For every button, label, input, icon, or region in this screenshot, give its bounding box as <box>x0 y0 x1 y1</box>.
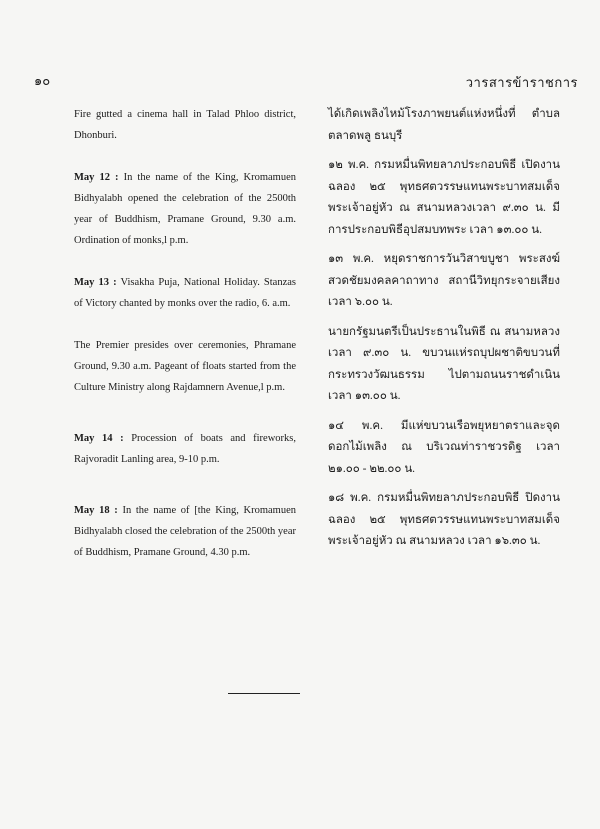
thai-entry-premier: นายกรัฐมนตรีเป็นประธานในพิธี ณ สนามหลวงเวลา ๙.๓๐ น. ขบวนแห่รถบุปผชาติขบวนที่กระทรวงวัฒนธรรม ไปตามถนนราชดำเนิน เวลา ๑๓.๐๐ น. <box>328 325 560 402</box>
thai-column <box>308 104 560 561</box>
entry-premier: The Premier presides over ceremonies, Phramane Ground, 9.30 a.m. Pageant of floats started from the Culture Ministry along Rajdamnern Avenue,l p.m. <box>74 340 296 393</box>
entry-may-14 <box>54 428 296 470</box>
thai-entry-may-13: ๑๓ พ.ค. หยุดราชการวันวิสาขบูชา พระสงฆ์สวดชัยมงคลคาถาทาง สถานีวิทยุกระจายเสียงเวลา ๖.๐๐ น. <box>328 253 560 308</box>
entry-may-12 <box>54 167 296 251</box>
entry-text: In the name of [the King, Kromamuen Bidhyalabh closed the celebration of the 2500th year of Buddhism, Pramane Ground, 4.30 p.m. <box>74 505 296 558</box>
entry-date: May 12 : <box>74 172 119 183</box>
entry-text: Visakha Puja, National Holiday. Stanzas of Victory chanted by monks over the radio, 6. a.m. <box>74 277 296 309</box>
entry-date: May 18 : <box>74 505 118 516</box>
entry-text: Procession of boats and fireworks, Rajvoradit Lanling area, 9-10 p.m. <box>74 433 296 465</box>
thai-entry-fire: ได้เกิดเพลิงไหม้โรงภาพยนต์แห่งหนึ่งที่ ตำบลตลาดพลู ธนบุรี <box>328 108 560 142</box>
running-head: วารสารข้าราชการ <box>465 75 578 90</box>
entry-date: May 14 : <box>74 433 124 444</box>
entry-may-18 <box>54 500 296 563</box>
entry-date: May 13 : <box>74 277 117 288</box>
thai-entry-may-18: ๑๘ พ.ค. กรมหมื่นพิทยลาภประกอบพิธี ปิดงานฉลอง ๒๕ พุทธศตวรรษแทนพระบาทสมเด็จพระเจ้าอยู่หัว ณ สนามหลวง เวลา ๑๖.๓๐ น. <box>328 492 560 547</box>
entry-fire: Fire gutted a cinema hall in Talad Phloo district, Dhonburi. <box>74 109 296 141</box>
entry-text: In the name of the King, Kromamuen Bidhyalabh opened the celebration of the 2500th year of Buddhism, Pramane Ground, 9.30 a.m. Ordination of monks,l p.m. <box>74 172 297 246</box>
thai-entry-may-14: ๑๔ พ.ค. มีแห่ขบวนเรือพยุหยาตราและจุดดอกไม้เพลิง ณ บริเวณท่าราชวรดิฐ เวลา ๒๑.๐๐ - ๒๒.๐๐ น. <box>328 419 560 475</box>
page-number: ๑๐ <box>34 73 51 88</box>
closing-rule <box>228 693 300 694</box>
english-column <box>54 104 296 584</box>
thai-entry-may-12: ๑๒ พ.ค. กรมหมื่นพิทยลาภประกอบพิธี เปิดงานฉลอง ๒๕ พุทธศตวรรษแทนพระบาทสมเด็จพระเจ้าอยู่หัว ณ สนามหลวงเวลา ๙.๓๐ น. มีการประกอบพิธีอุปสมบทพระ เวลา ๑๓.๐๐ น. <box>328 159 560 236</box>
entry-may-13 <box>54 272 296 314</box>
